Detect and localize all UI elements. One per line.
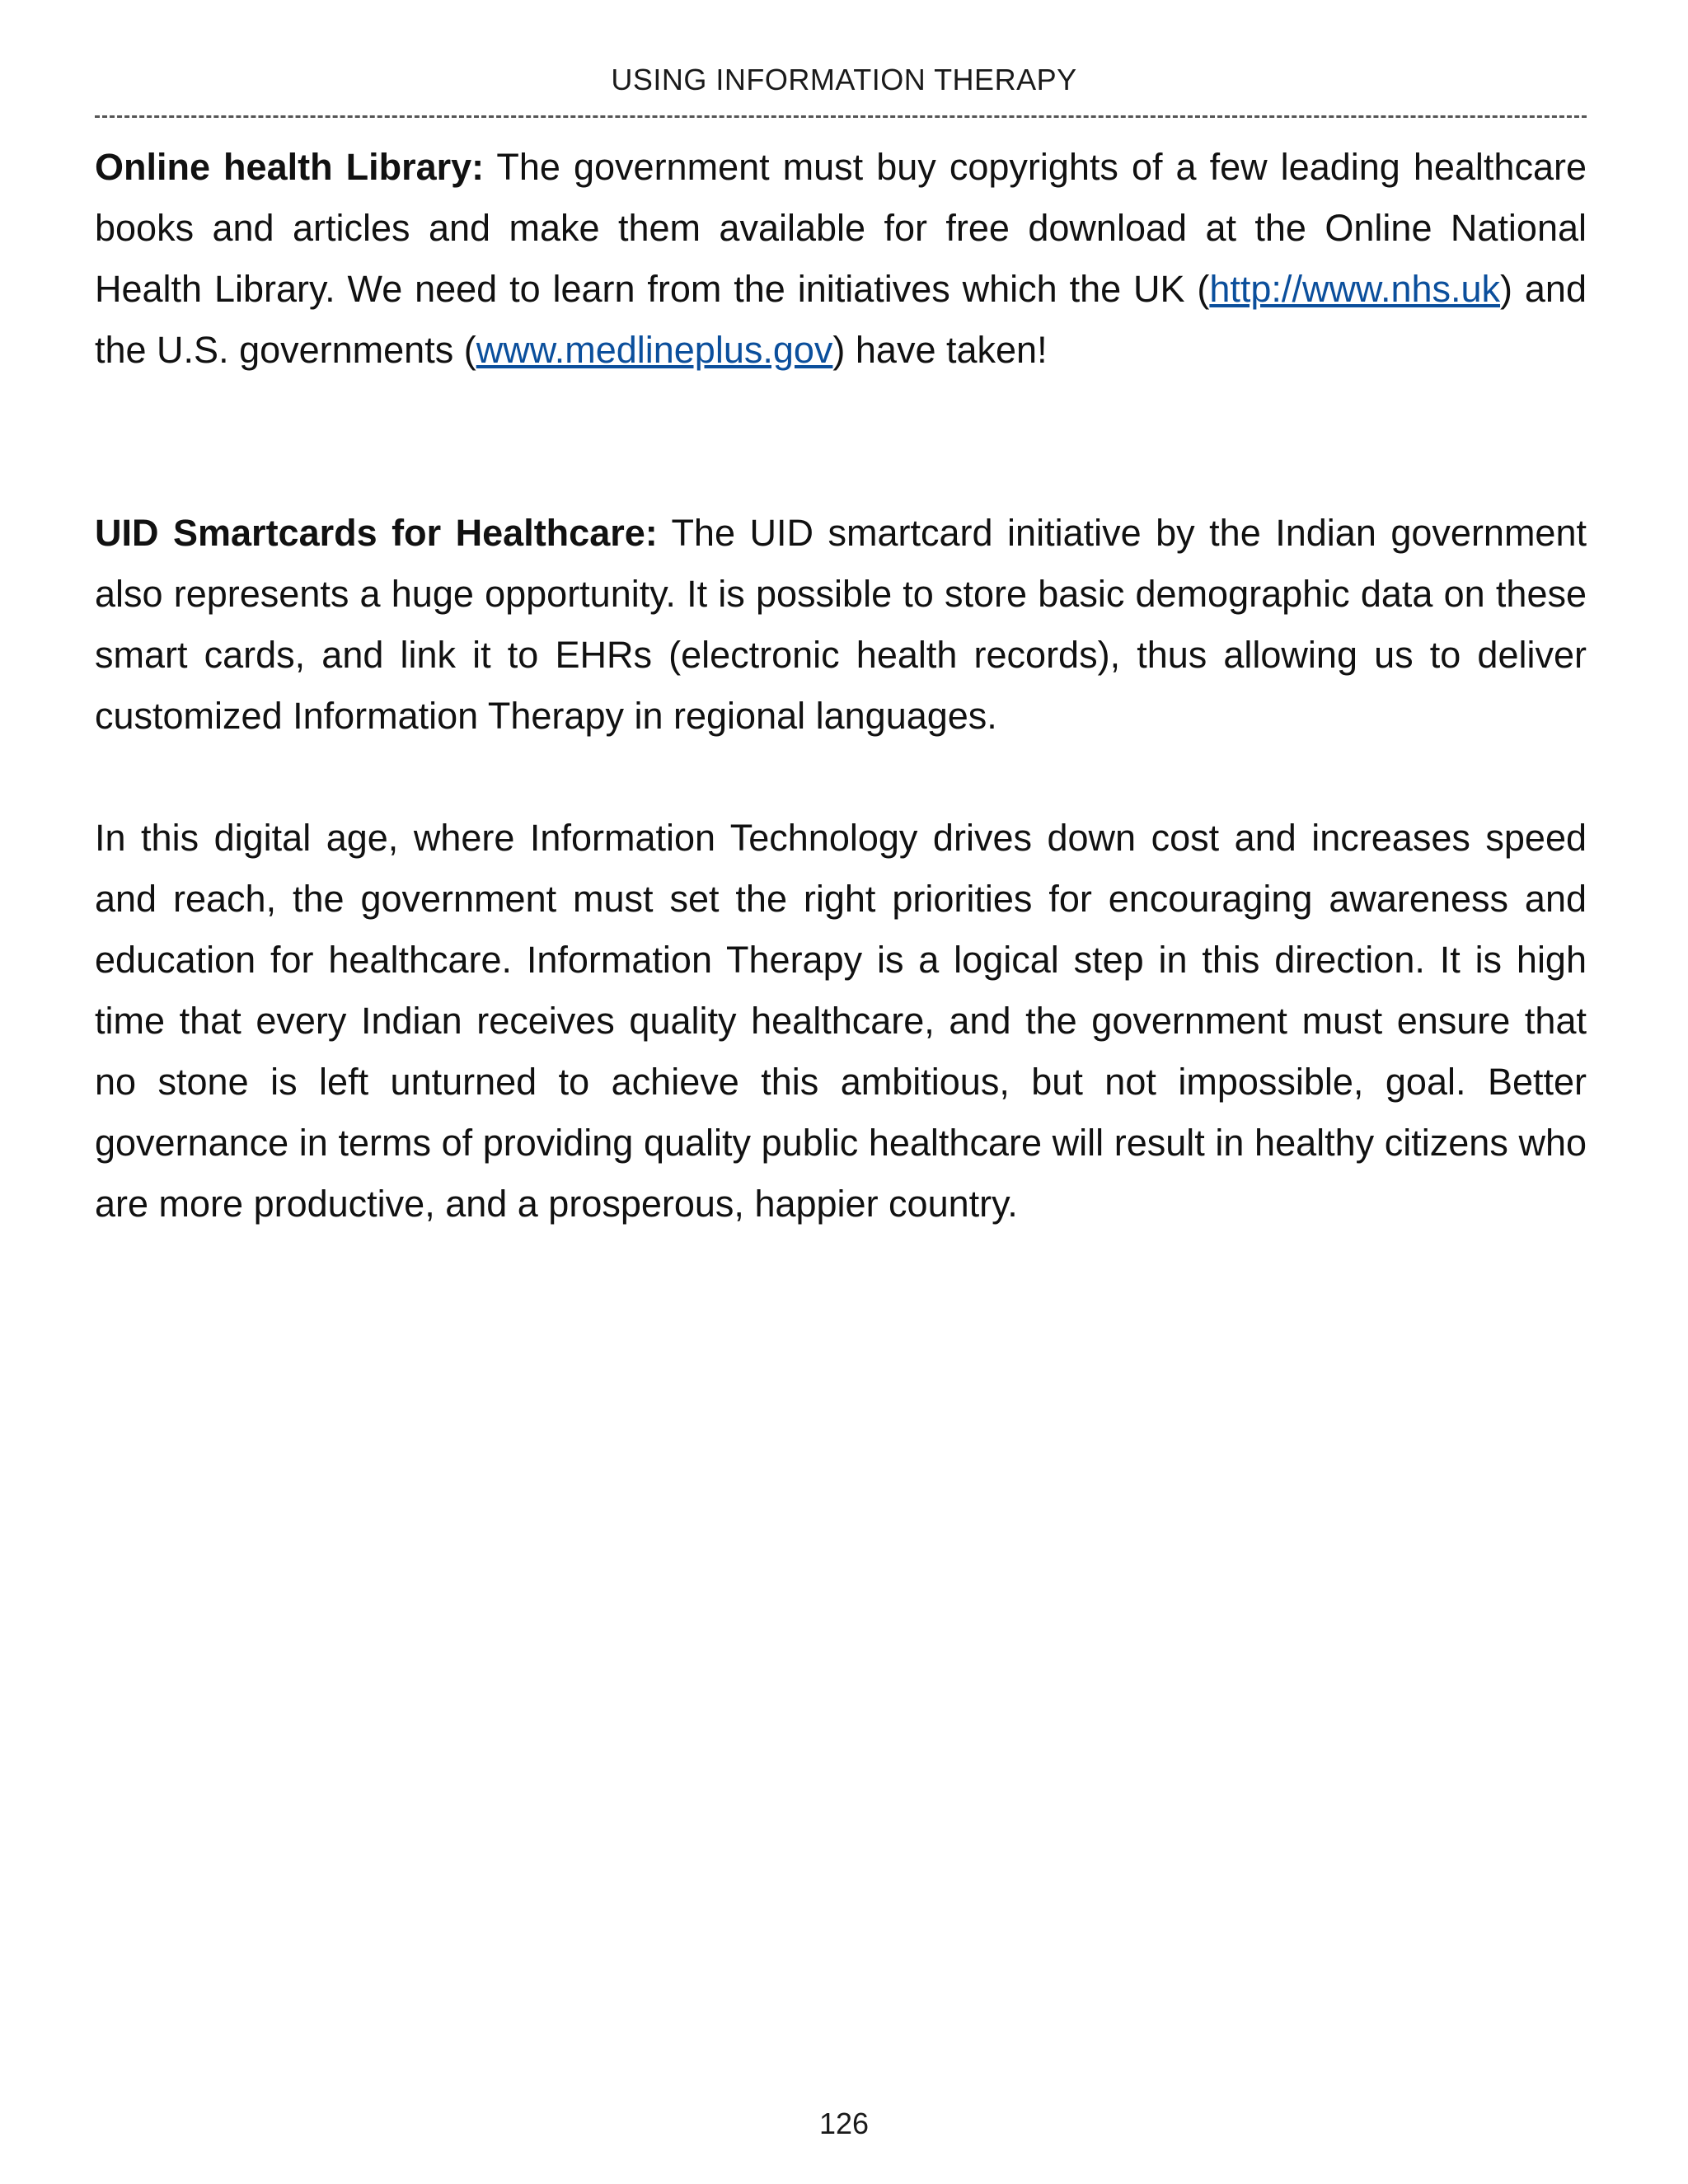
online-library-heading: Online health Library: [95, 146, 485, 188]
paragraph-uid-smartcards [95, 503, 1587, 747]
online-library-text-3: ) have taken! [832, 329, 1048, 371]
medlineplus-link[interactable]: www.medlineplus.gov [476, 329, 833, 371]
paragraph-conclusion: In this digital age, where Information Technology drives down cost and increases speed and reach, the government must set the right priorities for encouraging awareness and education for healthcare. Information Therapy is a logical step in this direction. It is high time that every Indian receives quality healthcare, and the government must ensure that no stone is left unturned to achieve this ambitious, but not impossible, goal. Better governance in terms of providing quality public healthcare will result in healthy citizens who are more productive, and a prosperous, happier country. [95, 817, 1587, 1225]
page-number: 126 [818, 2107, 870, 2140]
uid-smartcards-text: The UID smartcard initiative by the Indian government also represents a huge opportunity. It is possible to store basic demographic data on these smart cards, and link it to EHRs (electronic health records), thus allowing us to deliver customized Information Therapy in regional languages. [95, 512, 1587, 737]
paragraph-online-health-library [95, 137, 1587, 381]
running-header: USING INFORMATION THERAPY [611, 63, 1077, 96]
online-library-text-2: ) and the U.S. governments ( [95, 268, 1587, 371]
header-divider [95, 115, 1587, 118]
page-body [95, 137, 1587, 1235]
nhs-link[interactable]: http://www.nhs.uk [1209, 268, 1501, 310]
online-library-text-1: The government must buy copyrights of a few leading healthcare books and articles and make them available for free download at the Online National Health Library. We need to learn from the initiatives which the UK ( [95, 146, 1587, 310]
uid-smartcards-heading: UID Smartcards for Healthcare: [95, 512, 658, 554]
